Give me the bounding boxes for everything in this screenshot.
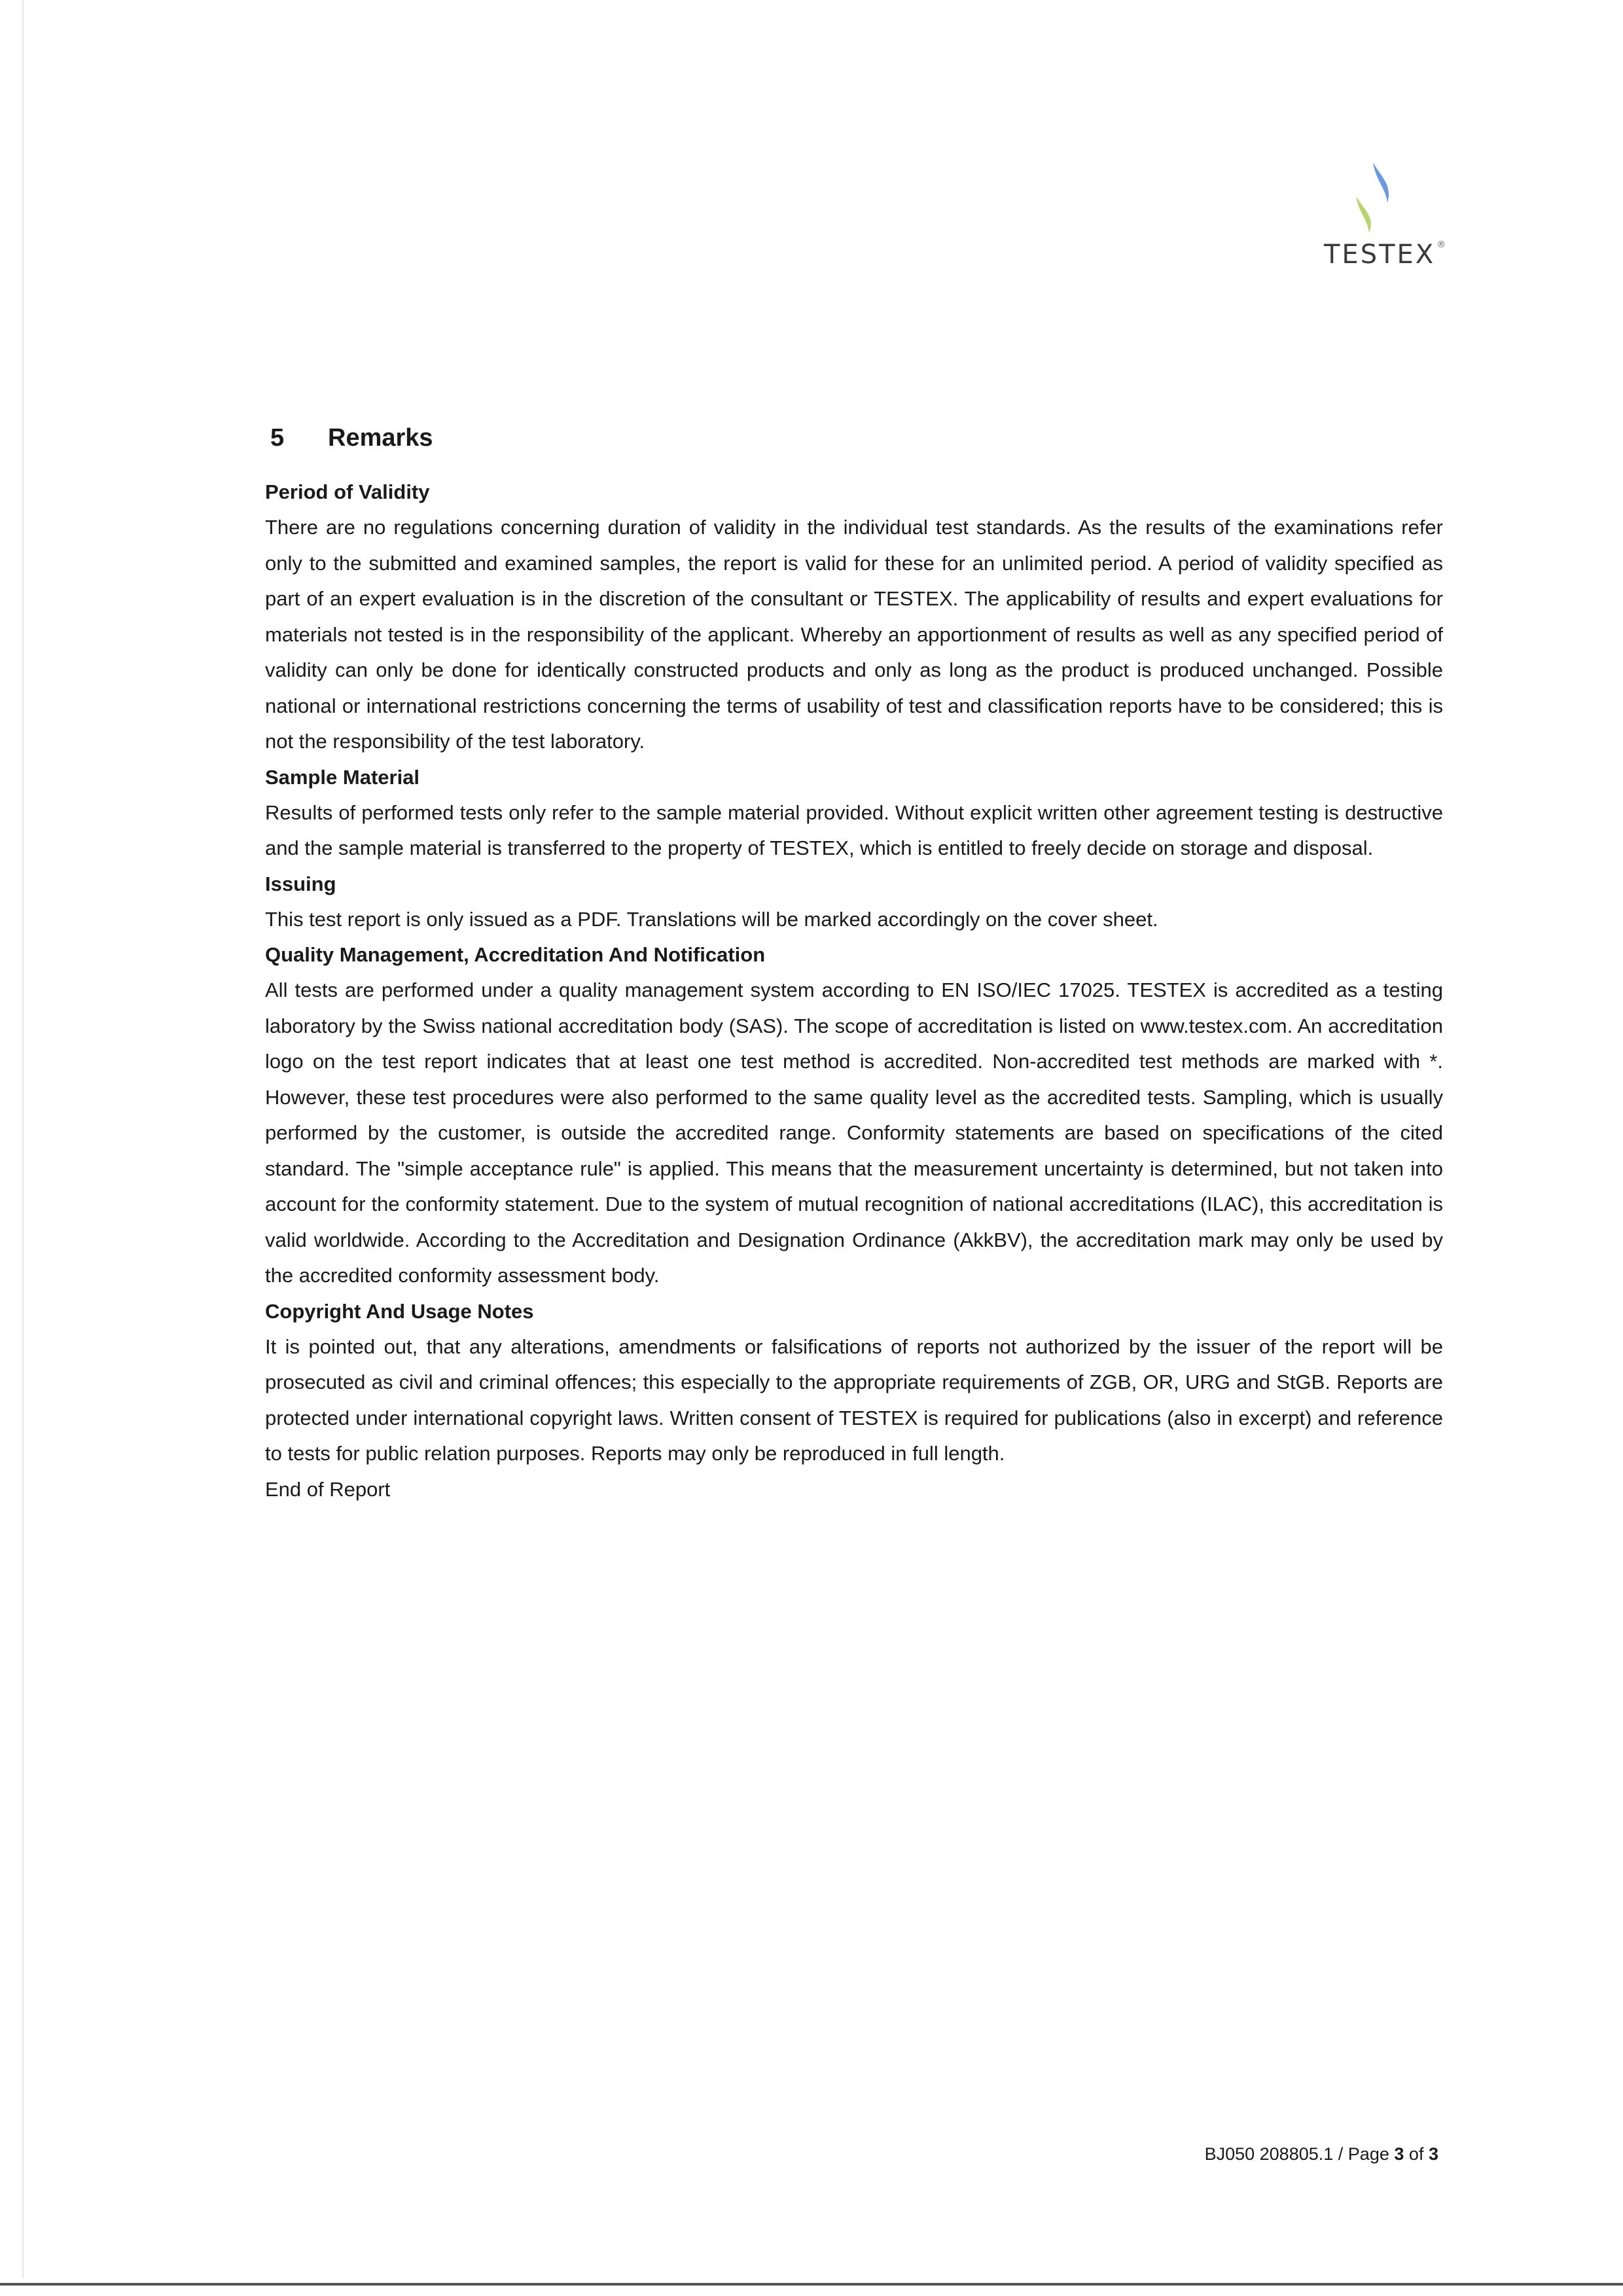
scan-edge-left [22,0,24,2278]
logo-wordmark [1324,240,1446,270]
logo-green-swoosh [1356,196,1371,233]
block-sample-material [265,760,1443,867]
paragraph-quality-management: All tests are performed under a quality management system according to EN ISO/IEC 17025. TESTEX is accredited as a testing laboratory by the Swiss national accreditation body (SAS). The scope of accreditation is listed on www.testex.com. An accreditation logo on the test report indicates that at least one test method is accredited. Non-accredited test methods are marked with *. However, these test procedures were also performed to the same quality level as the accredited tests. Sampling, which is usually performed by the customer, is outside the accredited range. Conformity statements are based on specifications of the cited standard. The "simple acceptance rule" is applied. This means that the measurement uncertainty is determined, but not taken into account for the conformity statement. Due to the system of mutual recognition of national accreditations (ILAC), this accreditation is valid worldwide. According to the Accreditation and Designation Ordinance (AkkBV), the accreditation mark may only be used by the accredited conformity assessment body. [265,978,1443,1287]
block-quality-management [265,937,1443,1294]
subheading-quality-management: Quality Management, Accreditation And Notification [265,943,766,966]
registered-mark: ® [1436,240,1446,250]
subheading-sample-material: Sample Material [265,765,420,789]
end-of-report: End of Report [265,1477,391,1501]
report-id: BJ050 208805.1 [1204,2144,1334,2164]
block-period-of-validity [265,475,1443,760]
logo-blue-swoosh [1373,162,1389,203]
paragraph-sample-material: Results of performed tests only refer to the sample material provided. Without explicit written other agreement testing is destructive and the sample material is transferred to the property of TESTEX, which is entitled to freely decide on storage and disposal. [265,800,1443,859]
section-number: 5 [270,424,285,452]
paragraph-copyright: It is pointed out, that any alterations, amendments or falsifications of reports not authorized by the issuer of the report will be prosecuted as civil and criminal offences; this especially to the appropriate requirements of ZGB, OR, URG and StGB. Reports are protected under international copyright laws. Written consent of TESTEX is required for publications (also in excerpt) and reference to tests for public relation purposes. Reports may only be reproduced in full length. [265,1335,1443,1465]
block-copyright [265,1294,1443,1472]
testex-logo-mark-icon [1347,157,1419,236]
remarks-section [265,424,1443,1507]
subheading-issuing: Issuing [265,872,336,895]
page-label: / Page [1338,2144,1389,2164]
block-issuing [265,867,1443,938]
scan-edge-bottom [0,2283,1623,2286]
testex-logo [1308,157,1452,281]
paragraph-period-of-validity: There are no regulations concerning duration of validity in the individual test standards. As the results of the examinations refer only to the submitted and examined samples, the report is valid for these for an unlimited period. A period of validity specified as part of an expert evaluation is in the discretion of the consultant or TESTEX. The applicability of results and expert evaluations for materials not tested is in the responsibility of the applicant. Whereby an apportionment of results as well as any specified period of validity can only be done for identically constructed products and only as long as the product is produced unchanged. Possible national or international restrictions concerning the terms of usability of test and classification reports have to be considered; this is not the responsibility of the test laboratory. [265,516,1443,753]
logo-text: TESTEX [1324,240,1436,270]
page-footer [1205,2144,1438,2164]
of-label: of [1408,2144,1424,2164]
page-current: 3 [1394,2144,1404,2164]
page-total: 3 [1428,2144,1438,2164]
section-heading [270,424,1443,452]
subheading-period-of-validity: Period of Validity [265,480,430,503]
section-title: Remarks [328,424,433,452]
subheading-copyright: Copyright And Usage Notes [265,1299,534,1323]
paragraph-issuing: This test report is only issued as a PDF. Translations will be marked accordingly on the cover sheet. [265,907,1158,931]
